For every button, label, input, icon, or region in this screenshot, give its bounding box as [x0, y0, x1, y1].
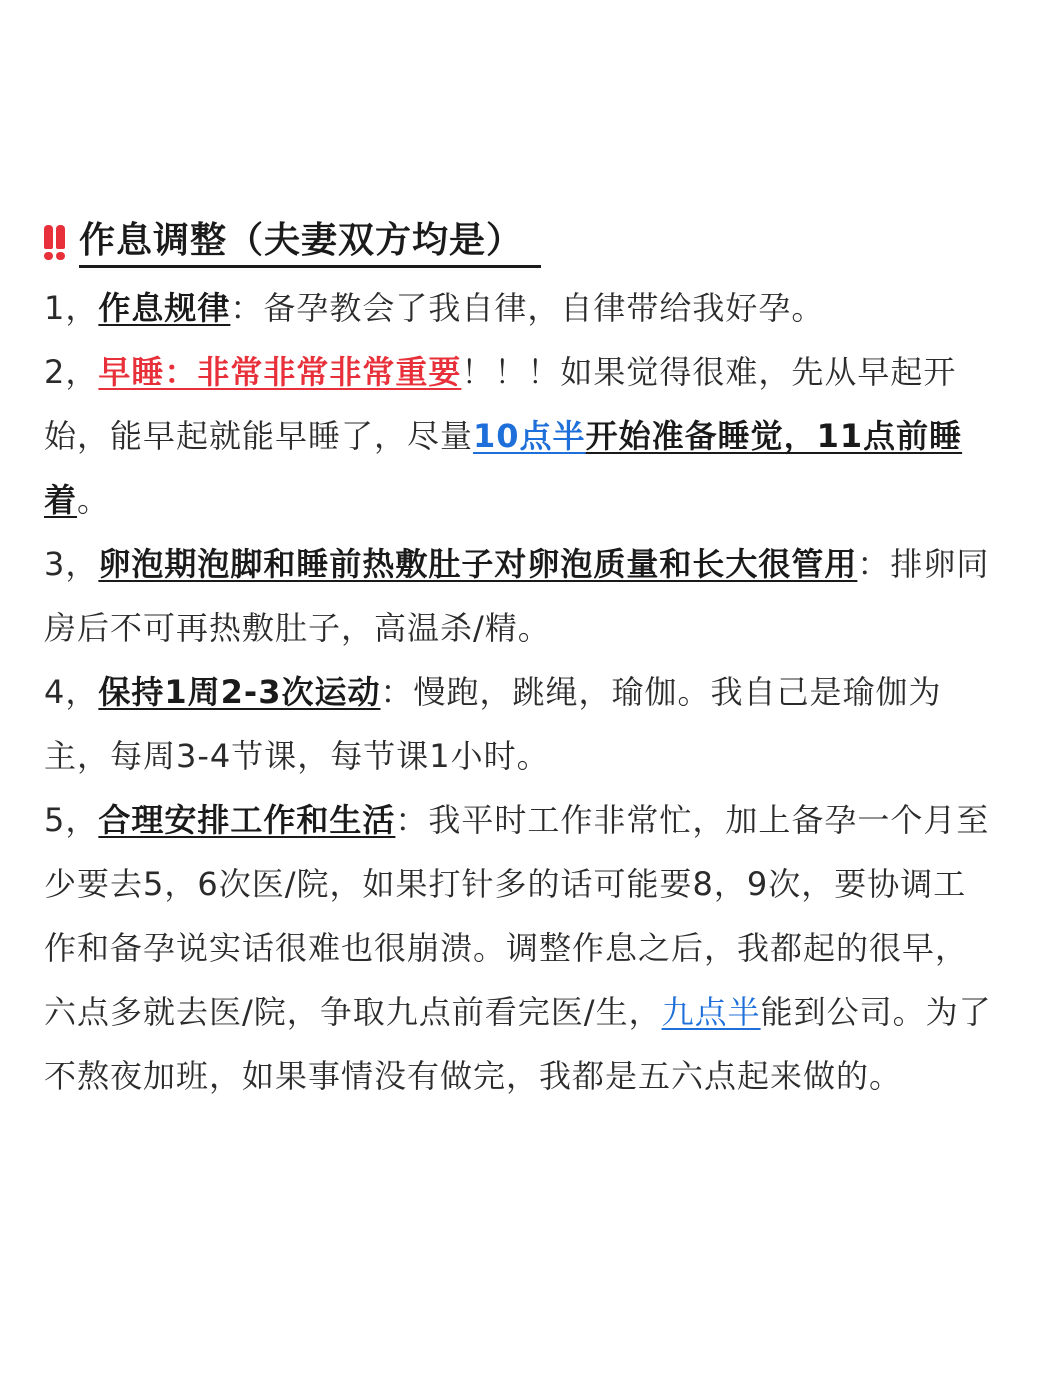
exclamation-mark	[44, 225, 53, 259]
note-content	[44, 210, 994, 1108]
item-text: ：慢跑，跳绳，瑜伽。我自己是瑜伽为主，每周3-4节课，每节课1小时。	[44, 673, 942, 775]
exclamation-mark	[56, 225, 65, 259]
item-heading: 合理安排工作和生活	[98, 801, 396, 839]
item-number: 1，	[44, 289, 99, 327]
section-title	[44, 210, 994, 270]
list-item-1	[44, 276, 994, 340]
item-text: ：我平时工作非常忙，加上备孕一个月至少要去5，6次医/院，如果打针多的话可能要8，9次，要协调工作和备孕说实话很难也很崩溃。调整作息之后，我都起的很早，六点多就去医/院，争取九点前看完医/生，	[44, 801, 990, 1031]
double-exclamation-icon	[44, 225, 65, 259]
item-heading: 作息规律	[98, 289, 231, 327]
item-text: ：备孕教会了我自律，自律带给我好孕。	[230, 289, 825, 327]
list-item-4	[44, 660, 994, 788]
list-item-3	[44, 532, 994, 660]
highlight-time-link[interactable]: 九点半	[661, 993, 761, 1031]
item-heading: 保持1周2-3次运动	[98, 673, 381, 711]
item-text: ！！！如果觉得很难，先从早起开始，能早起就能早睡了，尽量	[44, 353, 957, 455]
list-item-2	[44, 340, 994, 532]
item-number: 2，	[44, 353, 99, 391]
item-heading-secondary: 开始准备睡觉，11点前睡着	[44, 417, 963, 519]
item-number: 5，	[44, 801, 99, 839]
highlight-time-link[interactable]: 10点半	[473, 417, 586, 455]
item-number: 4，	[44, 673, 99, 711]
item-text-end: 。	[77, 481, 111, 519]
item-heading-red: 早睡：非常非常非常重要	[98, 353, 462, 391]
section-title-text: 作息调整（夫妻双方均是）	[79, 212, 541, 268]
item-number: 3，	[44, 545, 99, 583]
list-item-5	[44, 788, 994, 1108]
item-text: ：排卵同房后不可再热敷肚子，高温杀/精。	[44, 545, 990, 647]
item-text-end: 能到公司。为了不熬夜加班，如果事情没有做完，我都是五六点起来做的。	[44, 993, 992, 1095]
item-heading: 卵泡期泡脚和睡前热敷肚子对卵泡质量和长大很管用	[98, 545, 858, 583]
